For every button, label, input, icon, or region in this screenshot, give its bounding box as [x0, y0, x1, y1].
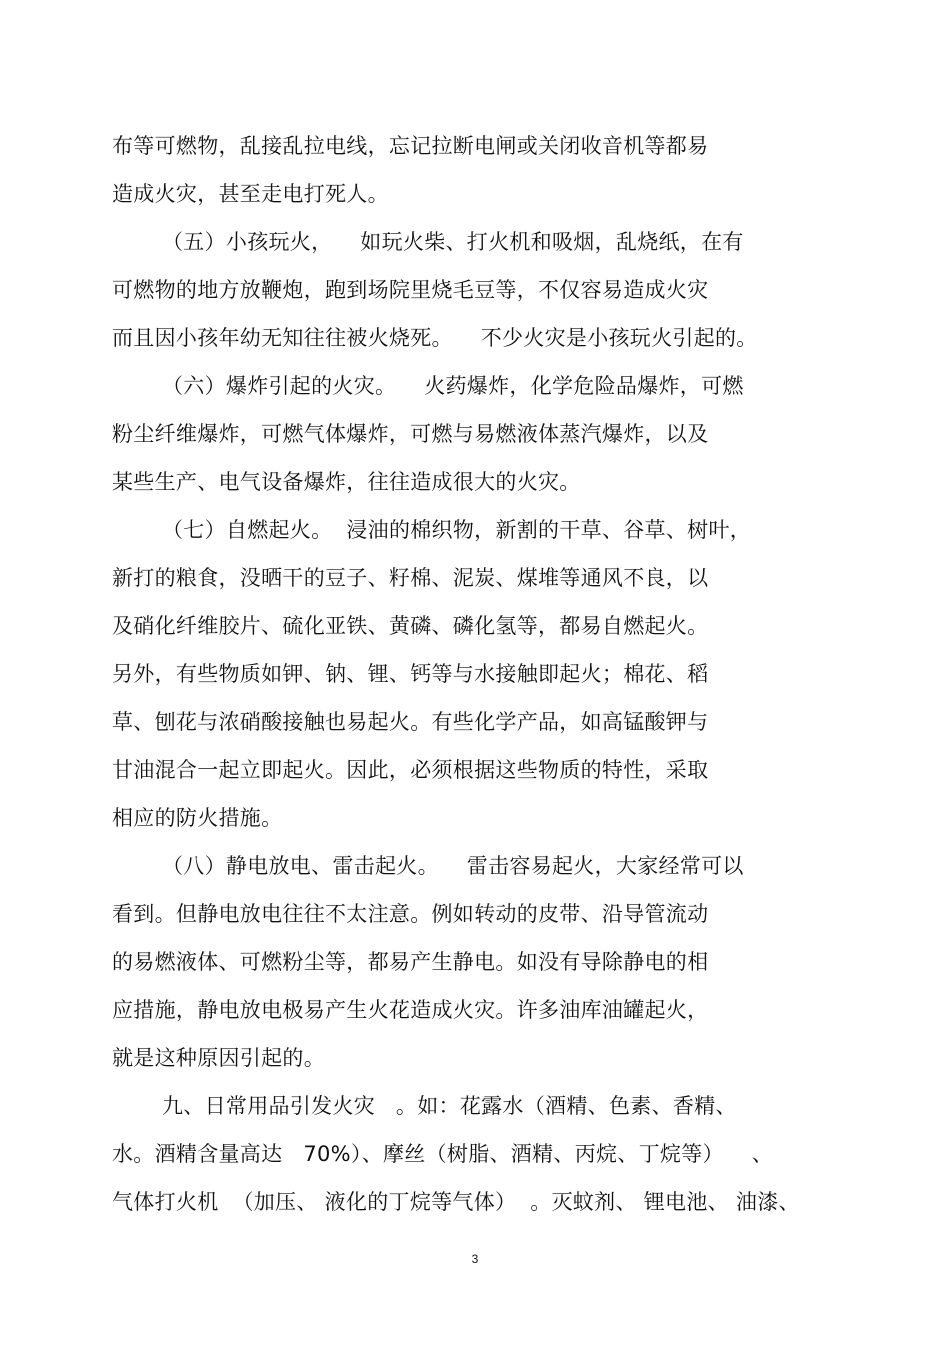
text-line-21: 九、日常用品引发火灾 。如：花露水（酒精、色素、香精、: [162, 1094, 737, 1118]
text-line-11: 及硝化纤维胶片、硫化亚铁、黄磷、磷化氢等，都易自燃起火。: [112, 614, 709, 638]
text-line-7: 粉尘纤维爆炸，可燃气体爆炸，可燃与易燃液体蒸汽爆炸，以及: [112, 422, 709, 446]
text-line-13: 草、刨花与浓硝酸接触也易起火。有些化学产品，如高锰酸钾与: [112, 710, 709, 734]
text-line-20: 就是这种原因引起的。: [112, 1046, 325, 1070]
text-line-1: 布等可燃物，乱接乱拉电线，忘记拉断电闸或关闭收音机等都易: [112, 134, 709, 158]
page-number: 3: [471, 1252, 479, 1266]
text-line-10: 新打的粮食，没晒干的豆子、籽棉、泥炭、煤堆等通风不良，以: [112, 566, 709, 590]
text-line-12: 另外，有些物质如钾、钠、锂、钙等与水接触即起火；棉花、稻: [112, 662, 709, 686]
text-line-9: （七）自燃起火。 浸油的棉织物，新割的干草、谷草、树叶，: [162, 518, 752, 542]
text-line-2: 造成火灾，甚至走电打死人。: [112, 182, 389, 206]
text-line-19: 应措施，静电放电极易产生火花造成火灾。许多油库油罐起火，: [112, 998, 709, 1022]
text-line-16: （八）静电放电、雷击起火。 雷击容易起火，大家经常可以: [162, 854, 744, 878]
text-line-18: 的易燃液体、可燃粉尘等，都易产生静电。如没有导除静电的相: [112, 950, 709, 974]
text-line-4: 可燃物的地方放鞭炮，跑到场院里烧毛豆等，不仅容易造成火灾: [112, 278, 709, 302]
text-line-14: 甘油混合一起立即起火。因此，必须根据这些物质的特性，采取: [112, 758, 709, 782]
text-line-22: 水。酒精含量高达 70%）、摩丝（树脂、酒精、丙烷、丁烷等） 、: [112, 1142, 773, 1166]
text-line-17: 看到。但静电放电往往不太注意。例如转动的皮带、沿导管流动: [112, 902, 709, 926]
text-line-23: 气体打火机 （加压、 液化的丁烷等气体） 。灭蚊剂、 锂电池、 油漆、: [112, 1190, 800, 1214]
text-line-8: 某些生产、电气设备爆炸，往往造成很大的火灾。: [112, 470, 581, 494]
text-line-5: 而且因小孩年幼无知往往被火烧死。 不少火灾是小孩玩火引起的。: [112, 326, 758, 350]
text-line-3: （五）小孩玩火， 如玩火柴、打火机和吸烟，乱烧纸，在有: [162, 230, 744, 254]
text-line-15: 相应的防火措施。: [112, 806, 283, 830]
text-line-6: （六）爆炸引起的火灾。 火药爆炸，化学危险品爆炸，可燃: [162, 374, 744, 398]
